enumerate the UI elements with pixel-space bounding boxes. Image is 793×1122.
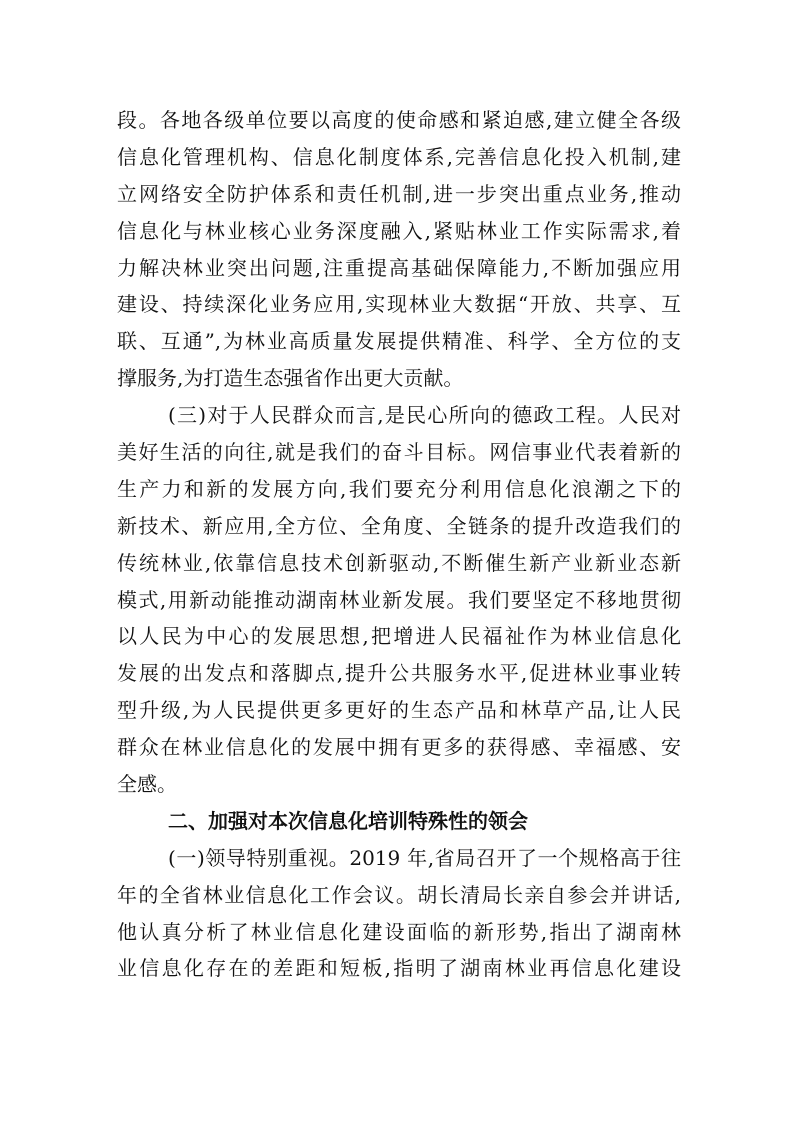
text-line: 群众在林业信息化的发展中拥有更多的获得感、幸福感、安 — [117, 735, 681, 760]
text-line: (一)领导特别重视。2019 年,省局召开了一个规格高于往 — [168, 845, 681, 870]
text-line: 全感。 — [117, 772, 177, 797]
text-line: 以人民为中心的发展思想,把增进人民福祉作为林业信息化 — [117, 624, 681, 649]
text-line: 联、互通”,为林业高质量发展提供精准、科学、全方位的支 — [117, 329, 681, 354]
text-line: 业信息化存在的差距和短板,指明了湖南林业再信息化建设 — [117, 956, 681, 981]
text-line: 撑服务,为打造生态强省作出更大贡献。 — [117, 366, 464, 391]
text-line: 发展的出发点和落脚点,提升公共服务水平,促进林业事业转 — [117, 661, 681, 686]
text-line: 立网络安全防护体系和责任机制,进一步突出重点业务,推动 — [117, 181, 681, 206]
text-line: 信息化与林业核心业务深度融入,紧贴林业工作实际需求,着 — [117, 218, 681, 243]
text-line: 美好生活的向往,就是我们的奋斗目标。网信事业代表着新的 — [117, 440, 681, 465]
text-line: 传统林业,依靠信息技术创新驱动,不断催生新产业新业态新 — [117, 550, 681, 575]
text-line: 力解决林业突出问题,注重提高基础保障能力,不断加强应用 — [117, 255, 681, 280]
text-line: (三)对于人民群众而言,是民心所向的德政工程。人民对 — [168, 403, 681, 428]
section-heading: 二、加强对本次信息化培训特殊性的领会 — [168, 808, 528, 833]
text-line: 模式,用新动能推动湖南林业新发展。我们要坚定不移地贯彻 — [117, 587, 681, 612]
text-line: 型升级,为人民提供更多更好的生态产品和林草产品,让人民 — [117, 698, 681, 723]
text-line: 生产力和新的发展方向,我们要充分利用信息化浪潮之下的 — [117, 476, 681, 501]
document-page — [117, 102, 681, 987]
text-line: 段。各地各级单位要以高度的使命感和紧迫感,建立健全各级 — [117, 108, 681, 132]
text-line: 信息化管理机构、信息化制度体系,完善信息化投入机制,建 — [117, 144, 681, 169]
text-line: 他认真分析了林业信息化建设面临的新形势,指出了湖南林 — [117, 919, 681, 944]
text-line: 新技术、新应用,全方位、全角度、全链条的提升改造我们的 — [117, 513, 681, 538]
text-line: 年的全省林业信息化工作会议。胡长清局长亲自参会并讲话, — [117, 882, 681, 907]
text-line: 建设、持续深化业务应用,实现林业大数据“开放、共享、互 — [117, 292, 681, 317]
